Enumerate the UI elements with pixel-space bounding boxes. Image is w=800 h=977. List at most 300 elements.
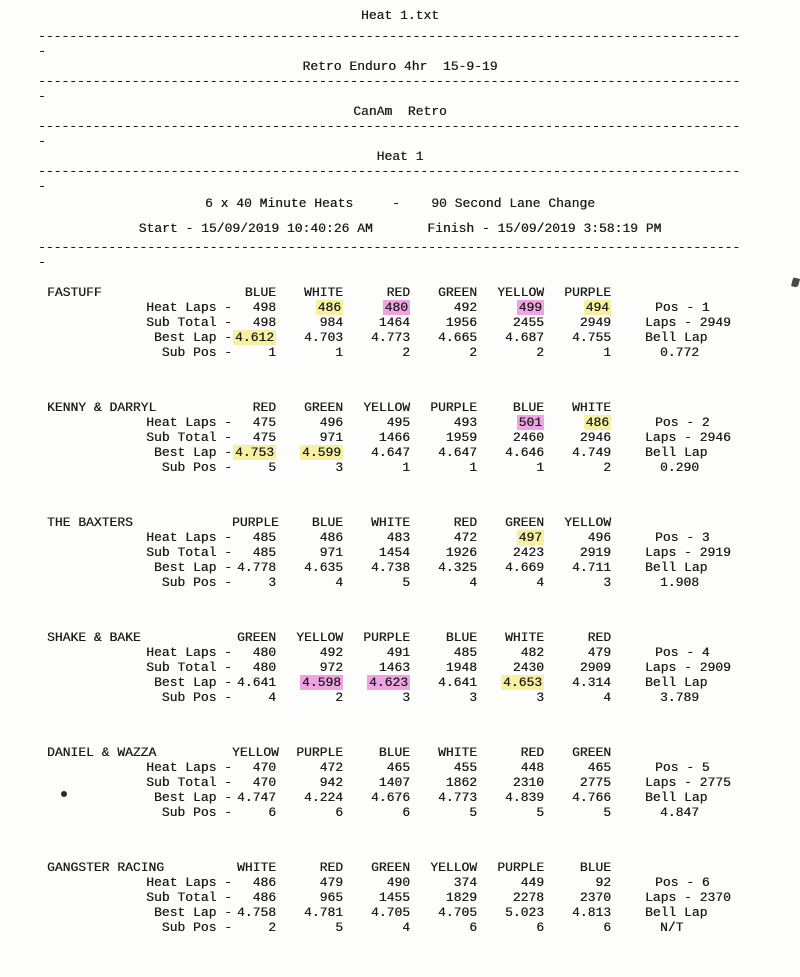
best-lap-row	[0, 445, 800, 460]
team-header-row	[0, 515, 800, 530]
heat-laps-row	[0, 300, 800, 315]
laps-total-label: Laps - 2775	[645, 775, 731, 790]
lane-header: PURPLE	[296, 745, 343, 760]
sub-pos-value: 1	[469, 460, 477, 475]
sub-total-value: 1464	[378, 315, 410, 330]
best-lap-value: 4.839	[504, 790, 544, 805]
sub-pos-value: 5	[469, 805, 477, 820]
divider-line: ------------------------------------------------------------------------------------------	[38, 119, 741, 134]
sub-pos-value: 4	[469, 575, 477, 590]
heat-laps-value	[544, 300, 611, 315]
team-name: GANGSTER RACING	[47, 860, 165, 875]
sub-pos-value: 4	[268, 690, 276, 705]
heat-laps-value: 492	[319, 645, 343, 660]
sub-pos-value: 3	[603, 575, 611, 590]
heat-laps-value	[544, 415, 611, 430]
divider-line: ------------------------------------------------------------------------------------------	[38, 29, 741, 44]
heat-laps-value: 493	[453, 415, 477, 430]
row-label: Sub Total -	[146, 660, 232, 675]
best-lap-value	[276, 675, 343, 690]
sub-total-value: 1466	[378, 430, 410, 445]
sub-total-value: 1455	[378, 890, 410, 905]
team-block	[0, 400, 800, 475]
lane-header: YELLOW	[497, 285, 544, 300]
row-label: Sub Pos -	[161, 460, 232, 475]
best-lap-value: 4.758	[236, 905, 276, 920]
sub-total-value: 2310	[512, 775, 544, 790]
lane-header: YELLOW	[232, 745, 279, 760]
row-label: Heat Laps -	[146, 875, 232, 890]
best-lap-value: 4.641	[437, 675, 477, 690]
heat-laps-value: 448	[520, 760, 544, 775]
lane-header: WHITE	[437, 745, 477, 760]
row-label: Heat Laps -	[146, 300, 232, 315]
row-label: Sub Total -	[146, 430, 232, 445]
lane-header: BLUE	[445, 630, 477, 645]
lane-header: BLUE	[579, 860, 611, 875]
sub-total-value: 1959	[445, 430, 477, 445]
sub-total-value: 2423	[512, 545, 544, 560]
bell-lap-value: N/T	[660, 920, 684, 935]
sub-pos-value: 2	[536, 345, 544, 360]
sub-pos-value: 3	[536, 690, 544, 705]
sub-pos-value: 4	[603, 690, 611, 705]
sub-total-row	[0, 660, 800, 675]
stray-dash: -	[38, 89, 46, 104]
best-lap-value: 4.314	[571, 675, 611, 690]
heat-laps-value	[477, 300, 544, 315]
best-lap-value: 4.325	[437, 560, 477, 575]
best-lap-value: 4.773	[370, 330, 410, 345]
sub-total-value: 2775	[579, 775, 611, 790]
row-label: Sub Pos -	[161, 690, 232, 705]
sub-pos-value: 5	[335, 920, 343, 935]
best-lap-value: 4.665	[437, 330, 477, 345]
heat-laps-value: 486	[252, 875, 276, 890]
sub-pos-value: 6	[536, 920, 544, 935]
heat-laps-value: 374	[453, 875, 477, 890]
sub-total-row	[0, 315, 800, 330]
best-lap-row	[0, 790, 800, 805]
team-name: KENNY & DARRYL	[47, 400, 157, 415]
best-lap-value: 4.635	[303, 560, 343, 575]
team-header-row	[0, 400, 800, 415]
heat-laps-value: 92	[595, 875, 611, 890]
heat-laps-value: 490	[386, 875, 410, 890]
sub-pos-row	[0, 345, 800, 360]
heat-laps-value: 475	[252, 415, 276, 430]
sub-total-value: 1829	[445, 890, 477, 905]
sub-pos-value: 1	[335, 345, 343, 360]
bell-lap-value: 1.908	[660, 575, 700, 590]
best-lap-value: 4.647	[437, 445, 477, 460]
sub-pos-value: 3	[469, 690, 477, 705]
heat-laps-value: 485	[252, 530, 276, 545]
lane-header: RED	[252, 400, 276, 415]
row-label: Best Lap -	[153, 445, 232, 460]
best-lap-value: 4.749	[571, 445, 611, 460]
sub-pos-value: 5	[268, 460, 276, 475]
best-lap-value: 4.778	[236, 560, 276, 575]
row-label: Best Lap -	[153, 675, 232, 690]
heat-laps-value: 486	[319, 530, 343, 545]
sub-pos-value: 1	[402, 460, 410, 475]
highlight-magenta: 480	[384, 300, 408, 315]
sub-total-value: 984	[319, 315, 343, 330]
best-lap-row	[0, 330, 800, 345]
best-lap-value	[232, 330, 276, 345]
sub-pos-value: 3	[268, 575, 276, 590]
lane-header: RED	[453, 515, 477, 530]
highlight-magenta: 499	[518, 300, 542, 315]
sub-pos-row	[0, 920, 800, 935]
heat-format: 6 x 40 Minute Heats - 90 Second Lane Change	[204, 196, 596, 211]
team-header-row	[0, 745, 800, 760]
row-label: Best Lap -	[153, 330, 232, 345]
sub-total-row	[0, 890, 800, 905]
lane-header: PURPLE	[232, 515, 279, 530]
lane-header: PURPLE	[564, 285, 611, 300]
best-lap-value: 4.755	[571, 330, 611, 345]
best-lap-value	[232, 445, 276, 460]
heat-laps-value	[343, 300, 410, 315]
heat-laps-value	[477, 530, 544, 545]
event-title: Retro Enduro 4hr 15-9-19	[302, 59, 498, 74]
sub-total-row	[0, 775, 800, 790]
team-block	[0, 630, 800, 705]
sub-total-row	[0, 545, 800, 560]
sub-pos-value: 5	[603, 805, 611, 820]
row-label: Heat Laps -	[146, 760, 232, 775]
bell-lap-label: Bell Lap	[645, 330, 708, 345]
heat-laps-value: 479	[587, 645, 611, 660]
best-lap-value: 4.224	[303, 790, 343, 805]
lane-header: RED	[386, 285, 410, 300]
stray-dash: -	[38, 255, 46, 270]
heat-laps-value: 449	[520, 875, 544, 890]
sub-total-value: 972	[319, 660, 343, 675]
sub-pos-value: 2	[402, 345, 410, 360]
highlight-magenta: 4.598	[301, 675, 341, 690]
bell-lap-label: Bell Lap	[645, 675, 708, 690]
lane-header: BLUE	[378, 745, 410, 760]
best-lap-value: 4.773	[437, 790, 477, 805]
row-label: Heat Laps -	[146, 530, 232, 545]
best-lap-value	[477, 675, 544, 690]
sub-pos-value: 1	[268, 345, 276, 360]
highlight-magenta: 501	[518, 415, 542, 430]
sub-pos-value: 6	[469, 920, 477, 935]
lane-header: PURPLE	[497, 860, 544, 875]
class-title: CanAm Retro	[353, 104, 447, 119]
sub-total-value: 1862	[445, 775, 477, 790]
row-label: Heat Laps -	[146, 645, 232, 660]
heat-laps-value: 482	[520, 645, 544, 660]
bell-lap-label: Bell Lap	[645, 445, 708, 460]
results-section	[0, 285, 800, 935]
pos-label: Pos - 4	[655, 645, 710, 660]
row-label: Sub Pos -	[161, 575, 232, 590]
sub-total-value: 971	[319, 545, 343, 560]
sub-pos-value: 6	[268, 805, 276, 820]
team-block	[0, 285, 800, 360]
lane-header: RED	[587, 630, 611, 645]
team-block	[0, 515, 800, 590]
sub-pos-value: 2	[335, 690, 343, 705]
sub-total-value: 1948	[445, 660, 477, 675]
sub-total-value: 2909	[579, 660, 611, 675]
lane-header: BLUE	[512, 400, 544, 415]
sub-total-value: 1407	[378, 775, 410, 790]
lane-header: WHITE	[571, 400, 611, 415]
best-lap-value: 4.669	[504, 560, 544, 575]
team-name: SHAKE & BAKE	[47, 630, 141, 645]
sub-pos-value: 1	[536, 460, 544, 475]
heat-laps-row	[0, 415, 800, 430]
pos-label: Pos - 2	[655, 415, 710, 430]
pos-label: Pos - 3	[655, 530, 710, 545]
best-lap-value: 4.747	[236, 790, 276, 805]
sub-total-value: 498	[252, 315, 276, 330]
highlight-yellow: 4.653	[502, 675, 542, 690]
best-lap-value: 4.813	[571, 905, 611, 920]
heat-laps-value: 455	[453, 760, 477, 775]
sub-total-value: 2455	[512, 315, 544, 330]
heat-laps-row	[0, 530, 800, 545]
sub-pos-row	[0, 460, 800, 475]
sub-total-row	[0, 430, 800, 445]
lane-header: GREEN	[236, 630, 276, 645]
sub-pos-value: 2	[469, 345, 477, 360]
sub-pos-value: 6	[335, 805, 343, 820]
best-lap-value: 4.703	[303, 330, 343, 345]
pos-label: Pos - 1	[655, 300, 710, 315]
sub-pos-value: 4	[402, 920, 410, 935]
file-title: Heat 1.txt	[360, 8, 439, 23]
sub-total-value: 475	[252, 430, 276, 445]
team-name: FASTUFF	[47, 285, 102, 300]
sub-total-value: 480	[252, 660, 276, 675]
heat-laps-value: 479	[319, 875, 343, 890]
heat-laps-value: 492	[453, 300, 477, 315]
bell-lap-label: Bell Lap	[645, 790, 708, 805]
lane-header: YELLOW	[296, 630, 343, 645]
lane-header: WHITE	[370, 515, 410, 530]
lane-header: GREEN	[437, 285, 477, 300]
stray-dash: -	[38, 44, 46, 59]
heat-laps-row	[0, 760, 800, 775]
lane-header: GREEN	[370, 860, 410, 875]
lane-header: YELLOW	[564, 515, 611, 530]
divider-line: ------------------------------------------------------------------------------------------	[38, 74, 741, 89]
sub-pos-value: 3	[402, 690, 410, 705]
sub-pos-row	[0, 575, 800, 590]
lane-header: WHITE	[504, 630, 544, 645]
team-block	[0, 860, 800, 935]
team-block	[0, 745, 800, 820]
pos-label: Pos - 5	[655, 760, 710, 775]
best-lap-value: 4.711	[571, 560, 611, 575]
highlight-yellow: 4.599	[301, 445, 341, 460]
sub-total-value: 965	[319, 890, 343, 905]
lane-header: RED	[520, 745, 544, 760]
heat-laps-value: 491	[386, 645, 410, 660]
row-label: Sub Pos -	[161, 805, 232, 820]
heat-laps-value	[477, 415, 544, 430]
row-label: Best Lap -	[153, 560, 232, 575]
best-lap-value: 4.705	[370, 905, 410, 920]
sub-total-value: 971	[319, 430, 343, 445]
stray-dash: -	[38, 134, 46, 149]
best-lap-row	[0, 560, 800, 575]
best-lap-value: 4.676	[370, 790, 410, 805]
row-label: Sub Total -	[146, 315, 232, 330]
bell-lap-value: 3.789	[660, 690, 700, 705]
best-lap-value: 4.647	[370, 445, 410, 460]
stray-dash: -	[38, 179, 46, 194]
sub-pos-value: 5	[402, 575, 410, 590]
sub-total-value: 470	[252, 775, 276, 790]
best-lap-value: 4.781	[303, 905, 343, 920]
bell-lap-value: 0.290	[660, 460, 700, 475]
row-label: Sub Pos -	[161, 345, 232, 360]
heat-laps-value: 498	[252, 300, 276, 315]
team-name: DANIEL & WAZZA	[47, 745, 157, 760]
best-lap-row	[0, 675, 800, 690]
laps-total-label: Laps - 2909	[645, 660, 731, 675]
sub-pos-value: 4	[335, 575, 343, 590]
sub-total-value: 2278	[512, 890, 544, 905]
sub-pos-row	[0, 805, 800, 820]
bell-lap-label: Bell Lap	[645, 560, 708, 575]
heat-laps-value: 496	[319, 415, 343, 430]
best-lap-value	[276, 445, 343, 460]
row-label: Best Lap -	[153, 905, 232, 920]
sub-total-value: 2946	[579, 430, 611, 445]
sub-total-value: 2919	[579, 545, 611, 560]
sub-pos-value: 6	[603, 920, 611, 935]
heat-laps-value: 483	[386, 530, 410, 545]
sub-total-value: 485	[252, 545, 276, 560]
best-lap-value	[343, 675, 410, 690]
lane-header: YELLOW	[430, 860, 477, 875]
heat-laps-value: 465	[587, 760, 611, 775]
heat-laps-value: 495	[386, 415, 410, 430]
laps-total-label: Laps - 2946	[645, 430, 731, 445]
team-header-row	[0, 860, 800, 875]
sub-total-value: 2460	[512, 430, 544, 445]
sub-pos-row	[0, 690, 800, 705]
best-lap-row	[0, 905, 800, 920]
best-lap-value: 4.641	[236, 675, 276, 690]
row-label: Best Lap -	[153, 790, 232, 805]
sub-total-value: 942	[319, 775, 343, 790]
divider-line: ------------------------------------------------------------------------------------------	[38, 164, 741, 179]
highlight-yellow: 497	[518, 530, 542, 545]
lane-header: BLUE	[244, 285, 276, 300]
heat-laps-value: 472	[319, 760, 343, 775]
lane-header: BLUE	[311, 515, 343, 530]
lane-header: WHITE	[236, 860, 276, 875]
heat-laps-value: 470	[252, 760, 276, 775]
row-label: Heat Laps -	[146, 415, 232, 430]
schedule: Start - 15/09/2019 10:40:26 AM Finish - 15/09/2019 3:58:19 PM	[138, 221, 662, 236]
lane-header: GREEN	[303, 400, 343, 415]
laps-total-label: Laps - 2949	[645, 315, 731, 330]
divider-line: ------------------------------------------------------------------------------------------	[38, 240, 741, 255]
sub-total-value: 2370	[579, 890, 611, 905]
sub-total-value: 1454	[378, 545, 410, 560]
lane-header: PURPLE	[430, 400, 477, 415]
laps-total-label: Laps - 2919	[645, 545, 731, 560]
sub-total-value: 1926	[445, 545, 477, 560]
pos-label: Pos - 6	[655, 875, 710, 890]
sub-total-value: 2949	[579, 315, 611, 330]
highlight-yellow: 486	[585, 415, 609, 430]
sub-pos-value: 4	[536, 575, 544, 590]
sub-total-value: 1956	[445, 315, 477, 330]
best-lap-value: 4.766	[571, 790, 611, 805]
sub-pos-value: 3	[335, 460, 343, 475]
highlight-yellow: 486	[317, 300, 341, 315]
laps-total-label: Laps - 2370	[645, 890, 731, 905]
row-label: Sub Pos -	[161, 920, 232, 935]
sub-total-value: 2430	[512, 660, 544, 675]
scan-artifact-dot	[61, 791, 67, 797]
highlight-yellow: 4.753	[234, 445, 274, 460]
best-lap-value: 5.023	[504, 905, 544, 920]
heat-laps-value: 465	[386, 760, 410, 775]
team-name: THE BAXTERS	[47, 515, 133, 530]
lane-header: PURPLE	[363, 630, 410, 645]
heat-laps-row	[0, 645, 800, 660]
highlight-magenta: 4.623	[368, 675, 408, 690]
heat-laps-value: 496	[587, 530, 611, 545]
lane-header: GREEN	[571, 745, 611, 760]
heat-laps-value	[276, 300, 343, 315]
heat-laps-row	[0, 875, 800, 890]
lane-header: YELLOW	[363, 400, 410, 415]
sub-pos-value: 6	[402, 805, 410, 820]
sub-total-value: 486	[252, 890, 276, 905]
best-lap-value: 4.646	[504, 445, 544, 460]
sub-pos-value: 5	[536, 805, 544, 820]
best-lap-value: 4.705	[437, 905, 477, 920]
highlight-yellow: 4.612	[234, 330, 274, 345]
sub-pos-value: 1	[603, 345, 611, 360]
heat-laps-value: 485	[453, 645, 477, 660]
bell-lap-label: Bell Lap	[645, 905, 708, 920]
sub-pos-value: 2	[268, 920, 276, 935]
best-lap-value: 4.687	[504, 330, 544, 345]
lane-header: WHITE	[303, 285, 343, 300]
team-header-row	[0, 630, 800, 645]
heat-title: Heat 1	[376, 149, 424, 164]
heat-laps-value: 480	[252, 645, 276, 660]
lane-header: RED	[319, 860, 343, 875]
bell-lap-value: 4.847	[660, 805, 700, 820]
highlight-yellow: 494	[585, 300, 609, 315]
row-label: Sub Total -	[146, 775, 232, 790]
row-label: Sub Total -	[146, 890, 232, 905]
lane-header: GREEN	[504, 515, 544, 530]
best-lap-value: 4.738	[370, 560, 410, 575]
team-header-row	[0, 285, 800, 300]
row-label: Sub Total -	[146, 545, 232, 560]
heat-laps-value: 472	[453, 530, 477, 545]
bell-lap-value: 0.772	[660, 345, 700, 360]
sub-total-value: 1463	[378, 660, 410, 675]
